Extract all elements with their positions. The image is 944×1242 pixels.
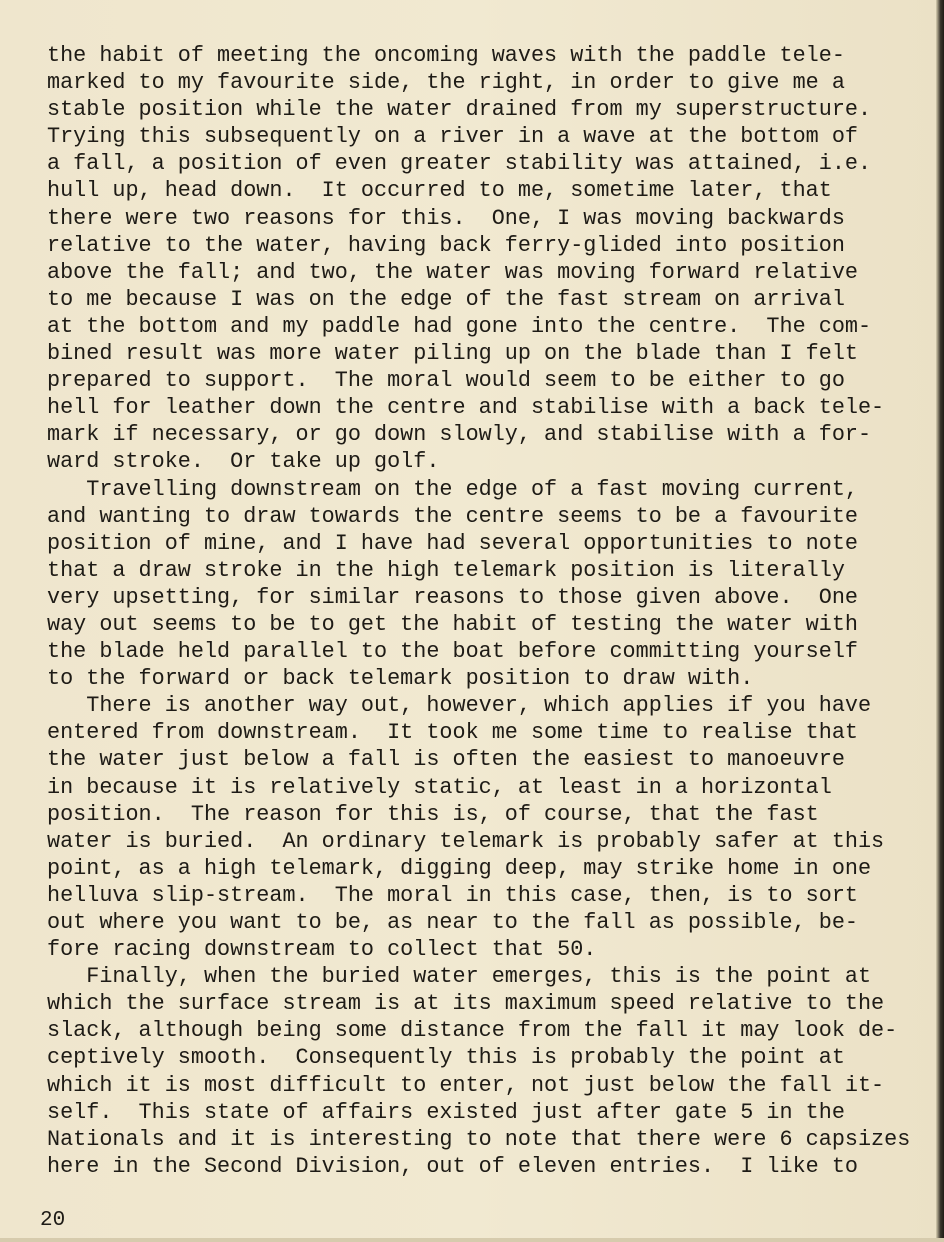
text-line: relative to the water, having back ferry-glided into position [47,232,845,258]
text-line: helluva slip-stream. The moral in this case, then, is to sort [47,882,858,908]
text-line: a fall, a position of even greater stability was attained, i.e. [47,151,872,177]
text-line: in because it is relatively static, at least in a horizontal [47,774,832,800]
text-line: and wanting to draw towards the centre seems to be a favourite [47,503,858,529]
text-line: point, as a high telemark, digging deep, may strike home in one [47,855,872,881]
text-line: entered from downstream. It took me some time to realise that [47,720,858,746]
text-line: very upsetting, for similar reasons to those given above. One [47,584,858,610]
text-line: self. This state of affairs existed just after gate 5 in the [47,1099,845,1125]
text-line: to me because I was on the edge of the fast stream on arrival [47,286,845,312]
text-line: at the bottom and my paddle had gone into the centre. The com- [47,313,872,339]
text-line: ceptively smooth. Consequently this is probably the point at [47,1045,845,1071]
text-line: which it is most difficult to enter, not just below the fall it- [47,1072,885,1098]
text-line: Finally, when the buried water emerges, this is the point at [47,964,872,990]
text-line: prepared to support. The moral would seem to be either to go [47,368,845,394]
text-line: above the fall; and two, the water was moving forward relative [47,259,858,285]
text-line: fore racing downstream to collect that 50. [47,937,597,963]
text-line: way out seems to be to get the habit of testing the water with [47,611,858,637]
text-line: which the surface stream is at its maximum speed relative to the [47,991,885,1017]
text-line: the water just below a fall is often the easiest to manoeuvre [47,747,845,773]
text-line: Trying this subsequently on a river in a wave at the bottom of [47,124,858,150]
text-line: water is buried. An ordinary telemark is probably safer at this [47,828,885,854]
text-line: hell for leather down the centre and stabilise with a back tele- [47,395,885,421]
page-edge-shadow [936,0,944,1242]
text-line: mark if necessary, or go down slowly, and stabilise with a for- [47,422,872,448]
text-line: Nationals and it is interesting to note that there were 6 capsizes [47,1126,911,1152]
page-number: 20 [40,1209,66,1232]
text-line: ward stroke. Or take up golf. [47,449,440,475]
text-line: to the forward or back telemark position to draw with. [47,666,754,692]
text-line: Travelling downstream on the edge of a fast moving current, [47,476,858,502]
text-line: stable position while the water drained from my superstructure. [47,97,872,123]
text-line: that a draw stroke in the high telemark position is literally [47,557,845,583]
text-line: hull up, head down. It occurred to me, sometime later, that [47,178,832,204]
text-line: here in the Second Division, out of eleven entries. I like to [47,1153,858,1179]
text-line: slack, although being some distance from the fall it may look de- [47,1018,898,1044]
text-line: bined result was more water piling up on the blade than I felt [47,341,858,367]
text-line: position of mine, and I have had several opportunities to note [47,530,858,556]
text-line: marked to my favourite side, the right, in order to give me a [47,70,845,96]
text-line: There is another way out, however, which applies if you have [47,693,872,719]
body-text [47,42,927,1180]
text-line: there were two reasons for this. One, I was moving backwards [47,205,845,231]
text-line: the blade held parallel to the boat before committing yourself [47,639,858,665]
text-line: out where you want to be, as near to the fall as possible, be- [47,910,858,935]
text-line: the habit of meeting the oncoming waves with the paddle tele- [47,43,845,68]
text-line: position. The reason for this is, of course, that the fast [47,801,819,827]
page-bottom-edge [0,1238,944,1242]
